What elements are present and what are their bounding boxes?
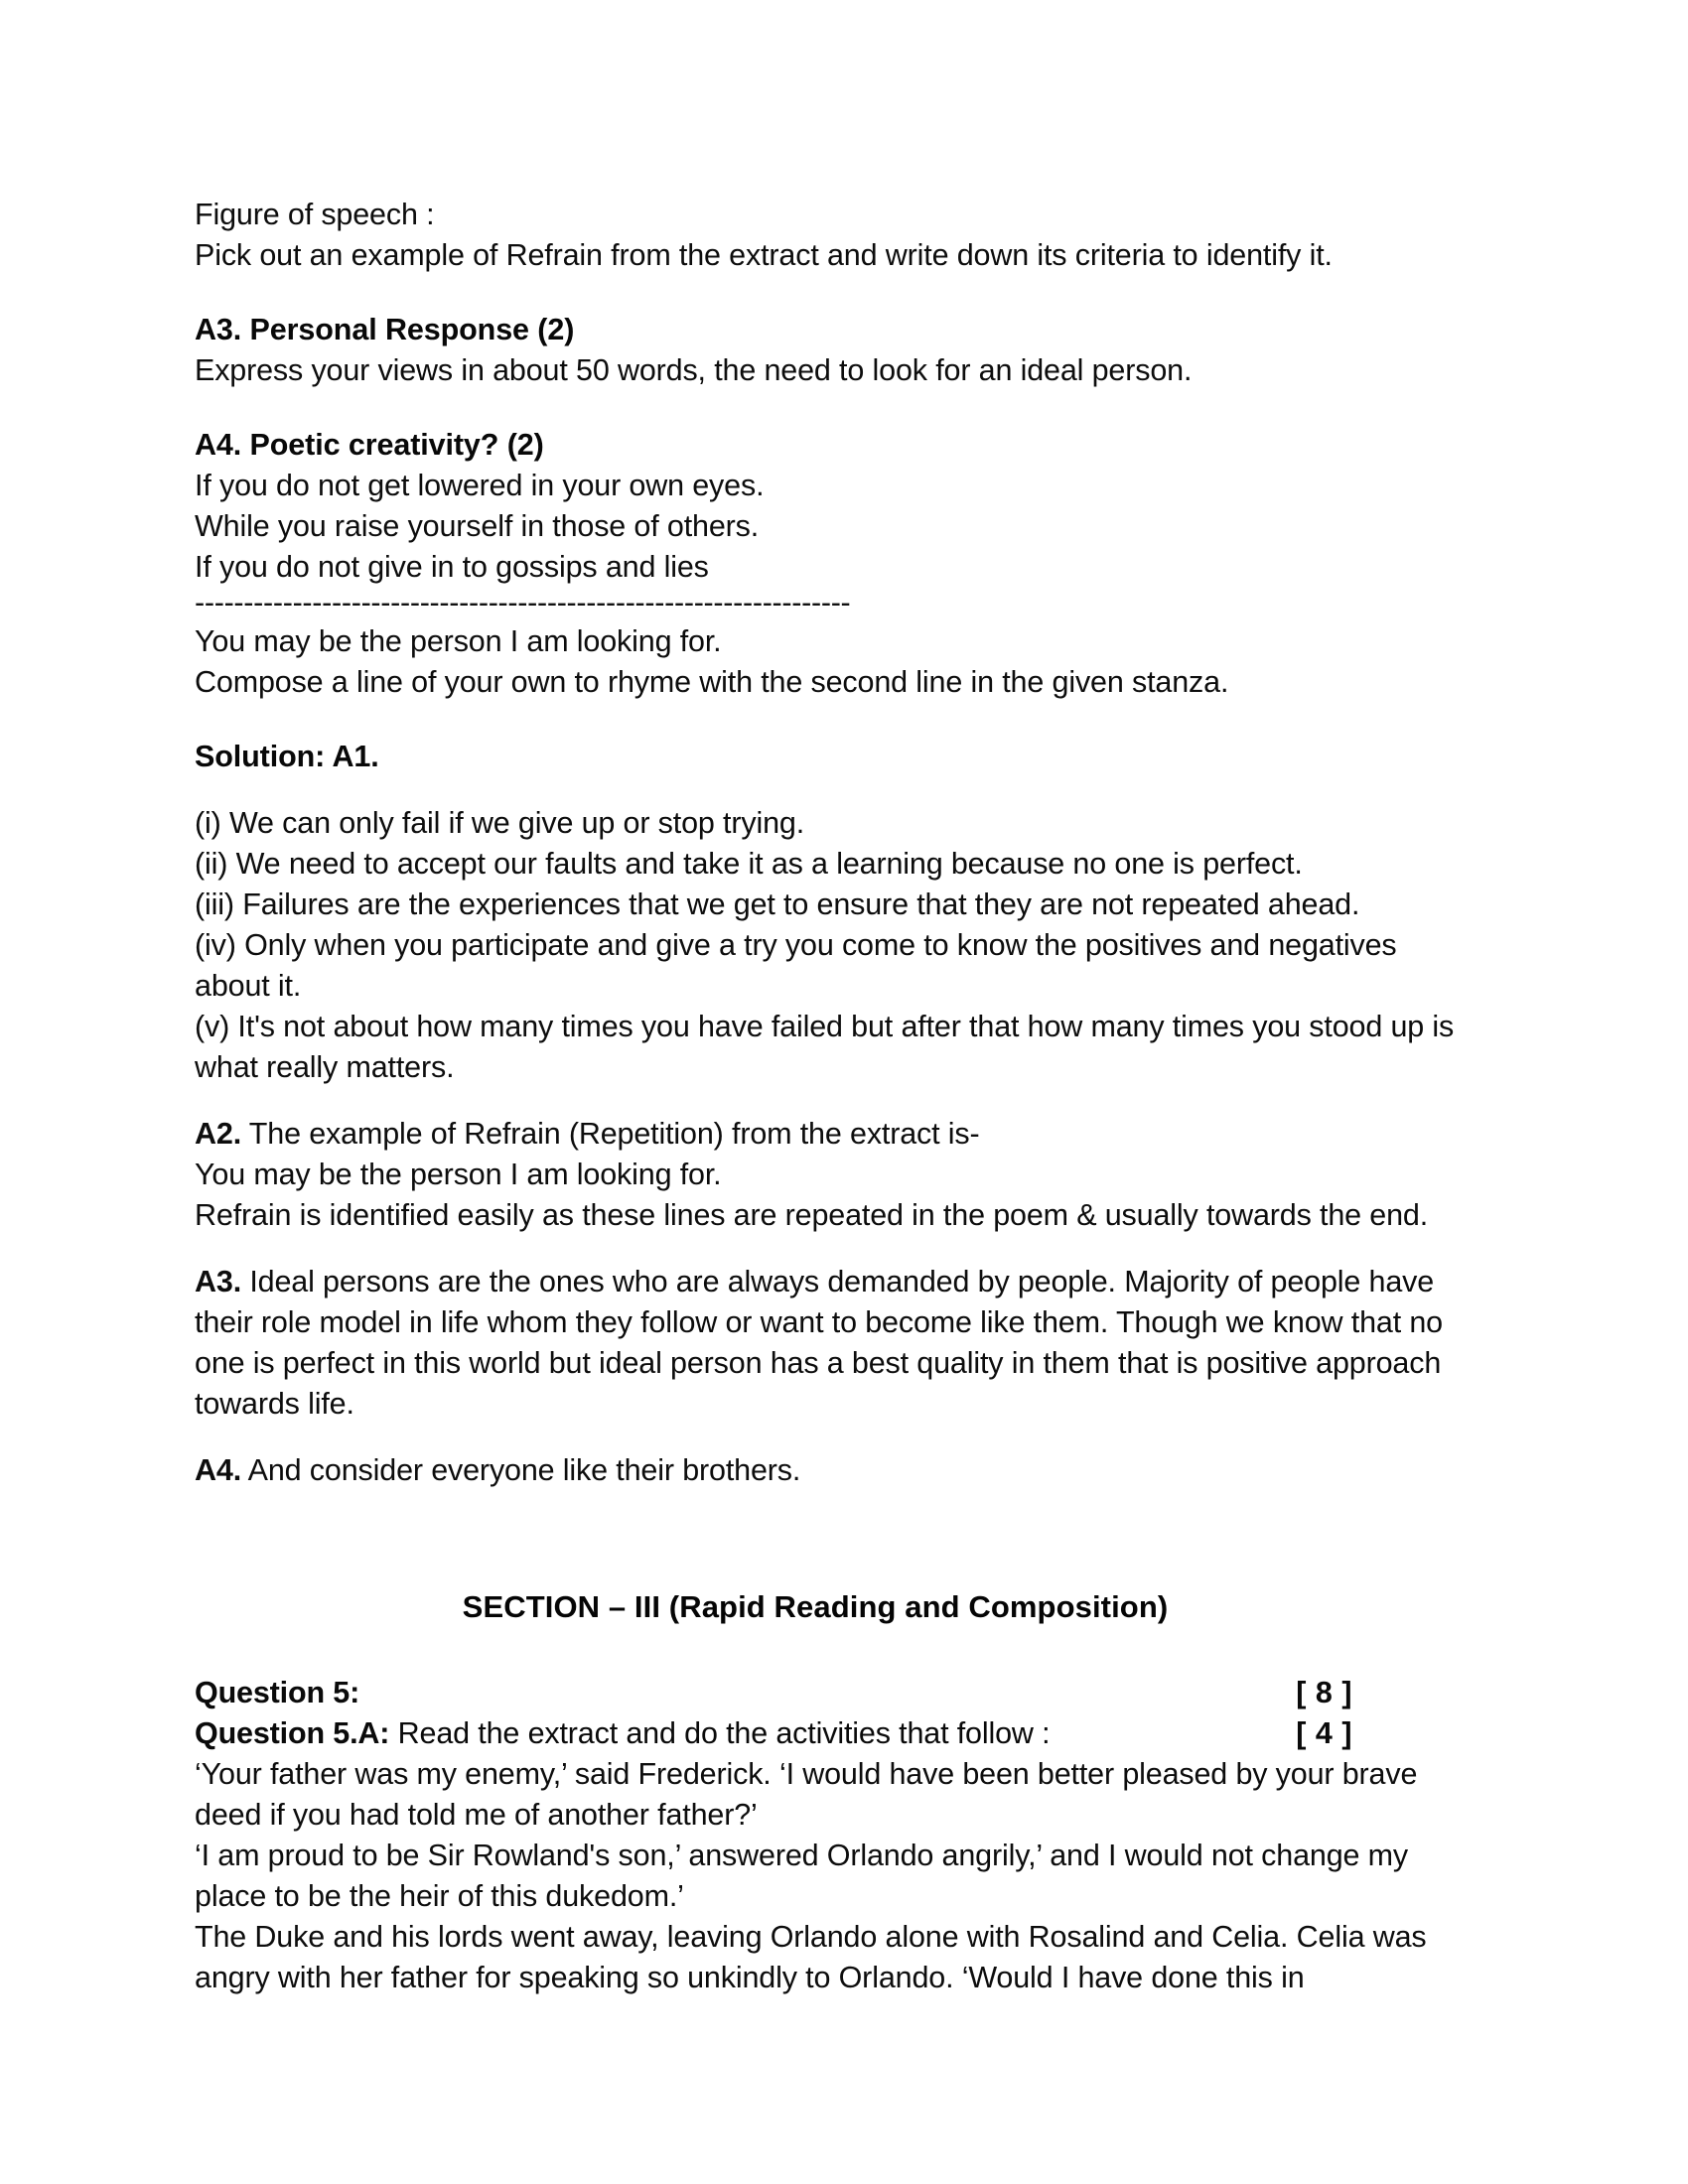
solution-heading: Solution: A1. xyxy=(195,740,379,773)
a1-point-iv: (iv) Only when you participate and give a try you come to know the positives and negatives about it. xyxy=(195,928,1397,1003)
extract-paragraph-3: The Duke and his lords went away, leaving Orlando alone with Rosalind and Celia. Celia was angry with her father for speaking so unkindly to Orlando. ‘Would I have done this in xyxy=(195,1920,1427,1994)
question-5a-label: Question 5.A: xyxy=(195,1716,390,1750)
question-5-marks: [ 8 ] xyxy=(1296,1676,1352,1709)
a4-refrain-line: You may be the person I am looking for. xyxy=(195,624,722,658)
a4-poem-line-2: While you raise yourself in those of others. xyxy=(195,509,760,543)
figure-of-speech-label: Figure of speech : xyxy=(195,198,435,231)
spacer xyxy=(195,777,1485,803)
spacer xyxy=(195,703,1485,737)
question-5-row xyxy=(195,1673,1436,1713)
spacer xyxy=(195,276,1485,310)
a3-label: A3. xyxy=(195,1265,242,1298)
a4-instruction: Compose a line of your own to rhyme with the second line in the given stanza. xyxy=(195,665,1229,699)
a1-point-i: (i) We can only fail if we give up or stop trying. xyxy=(195,806,805,840)
spacer xyxy=(195,1425,1485,1450)
extract-paragraph-1: ‘Your father was my enemy,’ said Frederick. ‘I would have been better pleased by your brave deed if you had told me of another father?’ xyxy=(195,1757,1418,1832)
a2-intro-text: The example of Refrain (Repetition) from the extract is- xyxy=(241,1117,980,1151)
extract-paragraph-2: ‘I am proud to be Sir Rowland's son,’ answered Orlando angrily,’ and I would not change my place to be the heir of this dukedom.’ xyxy=(195,1839,1409,1913)
spacer xyxy=(195,1491,1485,1586)
question-5a-marks: [ 4 ] xyxy=(1296,1716,1352,1750)
a3-answer xyxy=(195,1262,1456,1425)
a3-question-heading: A3. Personal Response (2) xyxy=(195,313,575,346)
figure-of-speech-instruction: Pick out an example of Refrain from the extract and write down its criteria to identify it. xyxy=(195,238,1333,272)
a3-question-body: Express your views in about 50 words, the need to look for an ideal person. xyxy=(195,353,1193,387)
a4-answer xyxy=(195,1450,1485,1491)
a1-point-iii: (iii) Failures are the experiences that we get to ensure that they are not repeated ahead. xyxy=(195,887,1360,921)
a1-point-v: (v) It's not about how many times you have failed but after that how many times you stood up is what really matters. xyxy=(195,1010,1455,1084)
spacer xyxy=(195,1627,1485,1673)
a2-answer-line-3: Refrain is identified easily as these lines are repeated in the poem & usually towards the end. xyxy=(195,1198,1429,1232)
page-content xyxy=(195,195,1485,1998)
a4-label: A4. xyxy=(195,1453,242,1487)
a3-answer-text: Ideal persons are the ones who are always demanded by people. Majority of people have their role model in life whom they follow or want to become like them. Though we know that no one is perfect in this world but ideal person has a best quality in them that is positive approach towards life. xyxy=(195,1265,1443,1421)
spacer xyxy=(195,391,1485,425)
a2-answer-line-2: You may be the person I am looking for. xyxy=(195,1158,722,1191)
a4-poem-line-1: If you do not get lowered in your own eyes. xyxy=(195,469,765,502)
question-5a-row xyxy=(195,1713,1436,1754)
answer-blank-rule: ------------------------------------------------------------------- xyxy=(195,588,851,619)
a2-answer-intro xyxy=(195,1114,1485,1155)
question-5a-instruction: Read the extract and do the activities that follow : xyxy=(389,1716,1051,1750)
question-5-label: Question 5: xyxy=(195,1676,360,1709)
a4-poem-line-3: If you do not give in to gossips and lies xyxy=(195,550,709,584)
a2-label: A2. xyxy=(195,1117,242,1151)
spacer xyxy=(195,1088,1485,1114)
spacer xyxy=(195,1236,1485,1262)
section-heading: SECTION – III (Rapid Reading and Composition) xyxy=(462,1589,1169,1624)
a4-answer-text: And consider everyone like their brothers. xyxy=(241,1453,801,1487)
a1-point-ii: (ii) We need to accept our faults and take it as a learning because no one is perfect. xyxy=(195,847,1303,881)
question-5a-text xyxy=(195,1713,1050,1754)
a4-question-heading: A4. Poetic creativity? (2) xyxy=(195,428,544,462)
